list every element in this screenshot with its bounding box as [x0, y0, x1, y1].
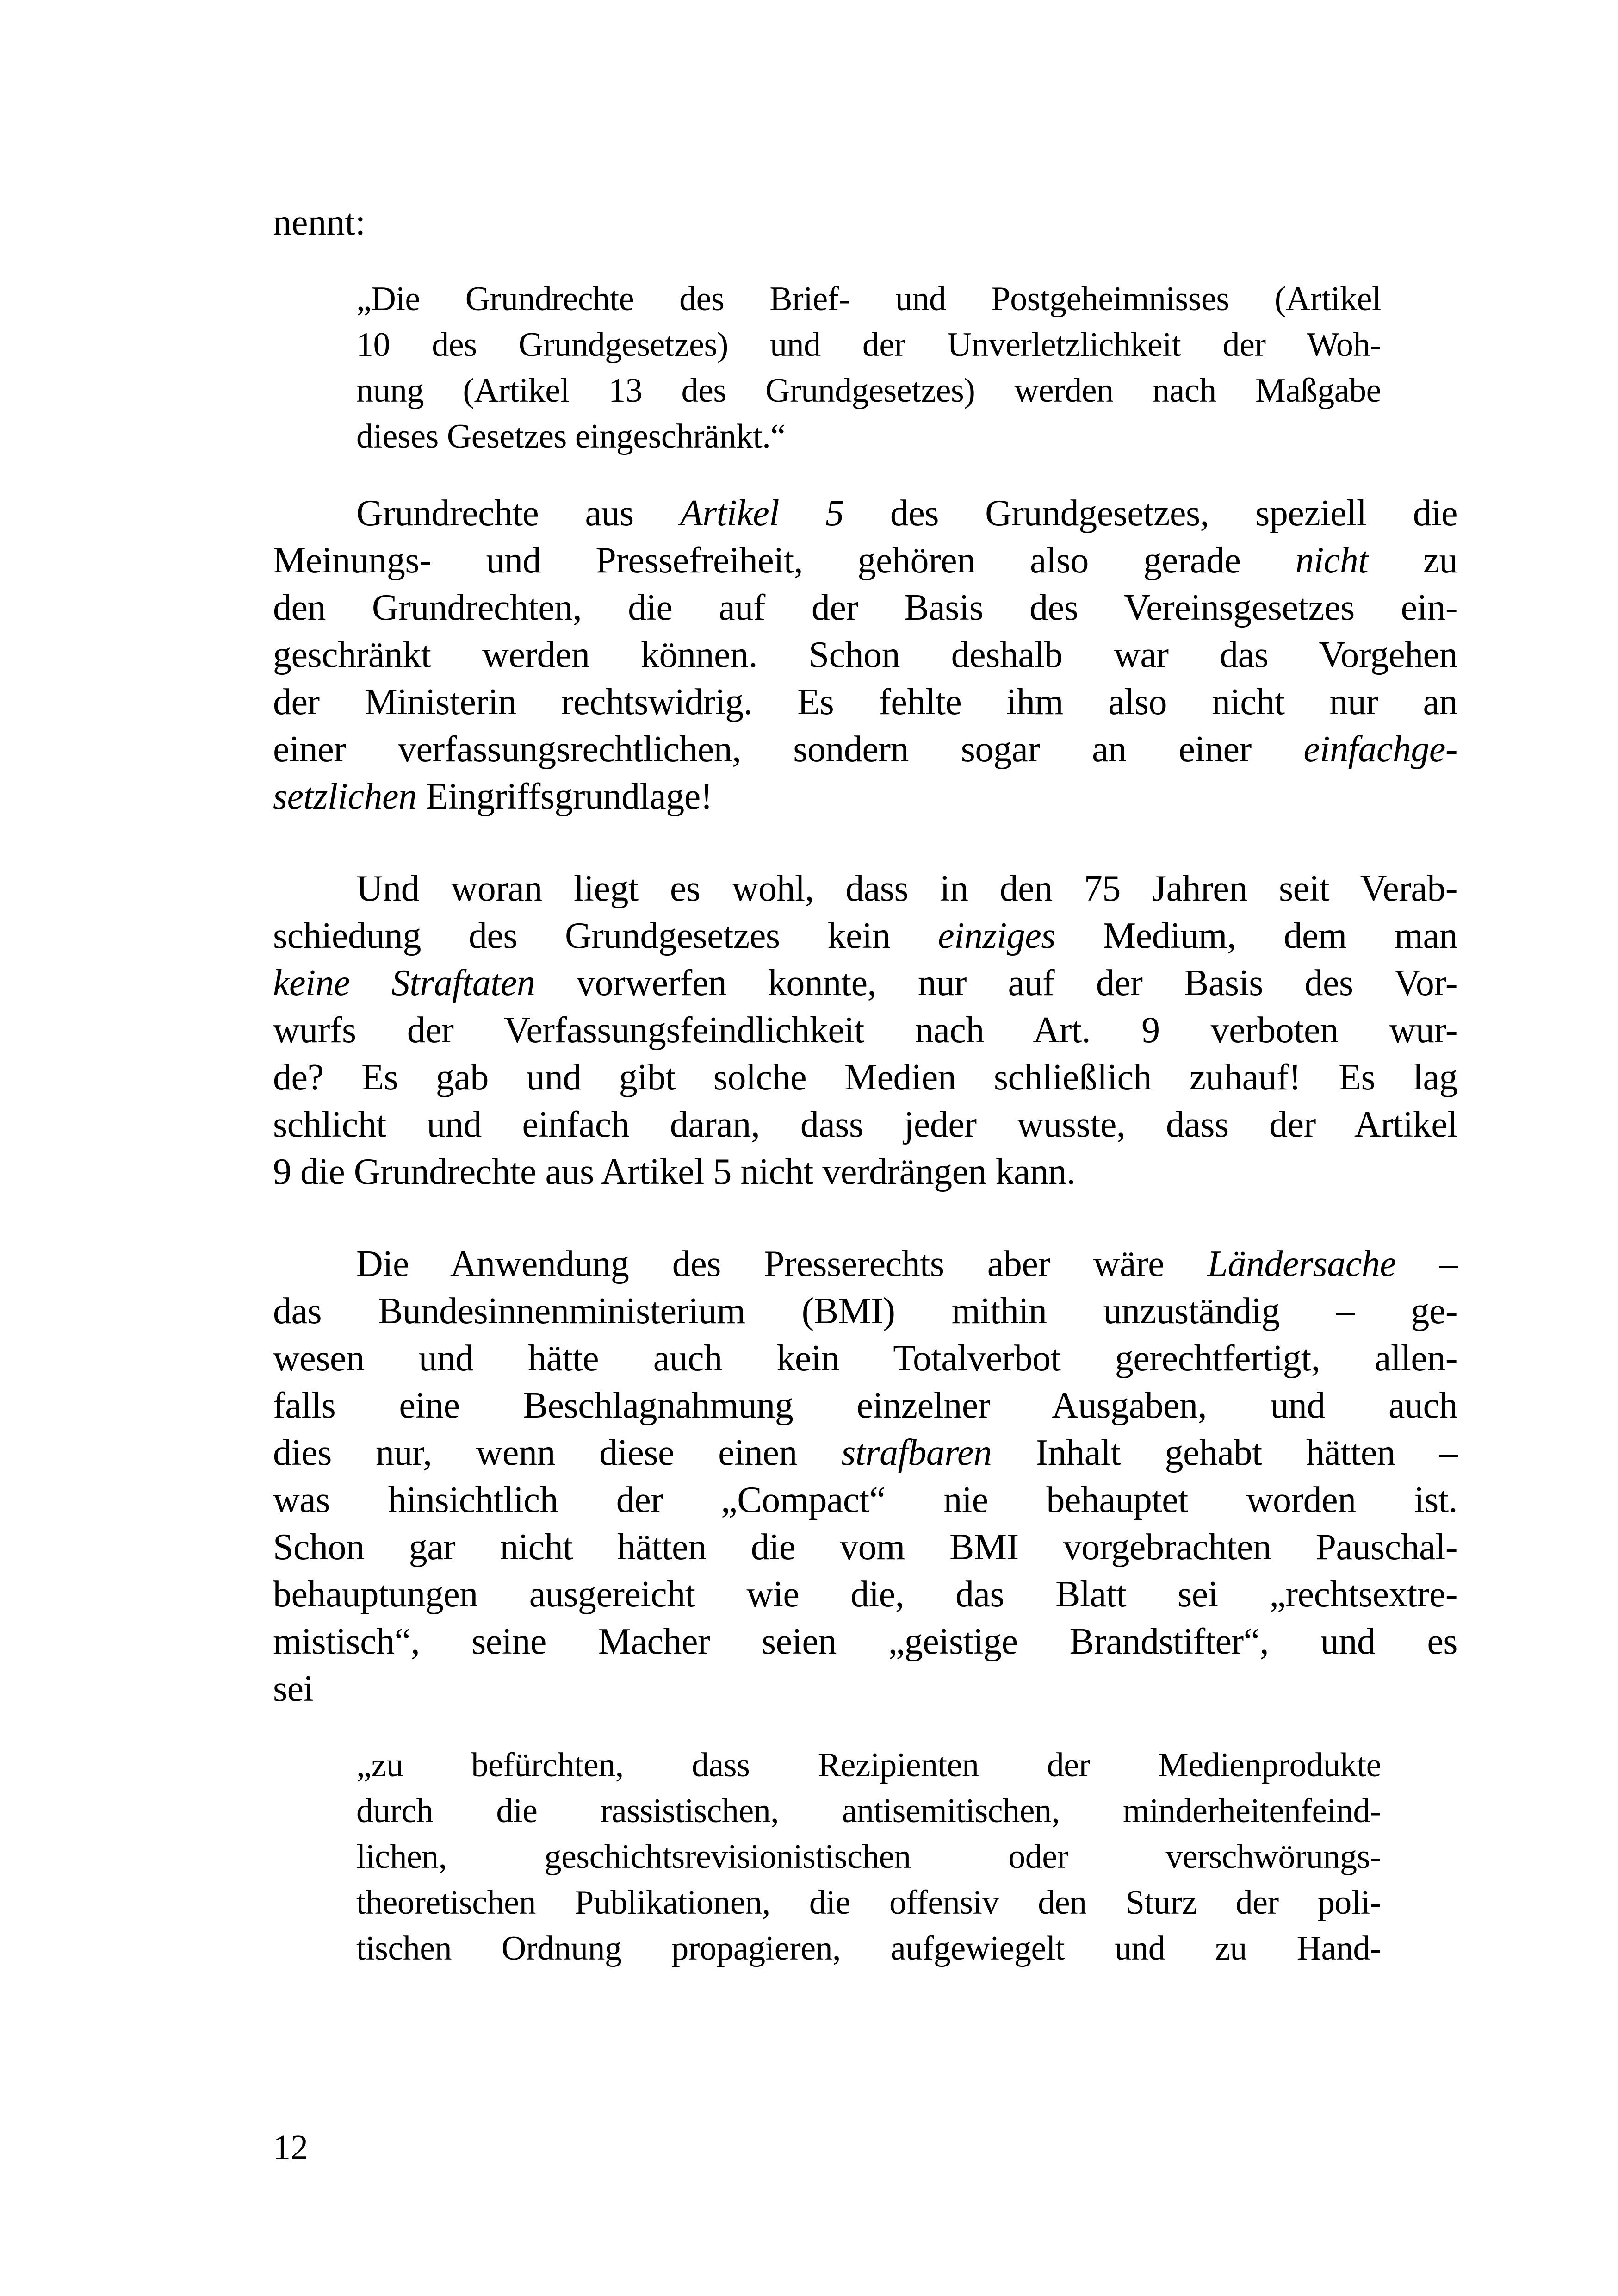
text-line: [273, 537, 1457, 584]
text-line: [273, 773, 1457, 820]
text-segment: Eingriffsgrundlage!: [416, 776, 713, 817]
text-segment: tischen Ordnung propagieren, aufgewiegelt und zu Hand-: [356, 1929, 1381, 1967]
page-number: 12: [273, 2128, 308, 2167]
text-segment: einer verfassungsrechtlichen, sondern sogar an einer: [273, 729, 1304, 770]
text-line: [273, 1665, 1457, 1712]
text-segment: den Grundrechten, die auf der Basis des Vereinsgesetzes ein-: [273, 587, 1457, 628]
text-line: [273, 1240, 1457, 1288]
text-line: [356, 276, 1381, 322]
text-segment: theoretischen Publikationen, die offensiv den Sturz der poli-: [356, 1884, 1381, 1922]
blockquote: [356, 276, 1381, 460]
text-segment: –: [1396, 1244, 1458, 1284]
text-line: [356, 1788, 1381, 1834]
text-line: [273, 1618, 1457, 1665]
text-segment: schlicht und einfach daran, dass jeder wusste, dass der Artikel: [273, 1104, 1457, 1145]
text-block: [273, 199, 1457, 1972]
text-line: [273, 678, 1457, 726]
text-segment: der Ministerin rechtswidrig. Es fehlte ihm also nicht nur an: [273, 682, 1457, 722]
text-line: [356, 1880, 1381, 1926]
text-segment: sei: [273, 1668, 314, 1709]
italic-text: strafbaren: [841, 1432, 992, 1473]
text-segment: dies nur, wenn diese einen: [273, 1432, 842, 1473]
text-line: [273, 1524, 1457, 1571]
text-line: [273, 865, 1457, 912]
text-segment: nennt:: [273, 202, 366, 243]
italic-text: setzlichen: [273, 776, 417, 817]
text-segment: falls eine Beschlagnahmung einzelner Ausgaben, und auch: [273, 1385, 1457, 1426]
text-segment: des Grundgesetzes, speziell die: [843, 493, 1457, 534]
text-segment: vorwerfen konnte, nur auf der Basis des Vor-: [535, 963, 1457, 1003]
text-segment: „zu befürchten, dass Rezipienten der Medienprodukte: [356, 1746, 1381, 1784]
paragraph: [273, 1240, 1457, 1712]
text-segment: 10 des Grundgesetzes) und der Unverletzlichkeit der Woh-: [356, 326, 1381, 364]
text-segment: mistisch“, seine Macher seien „geistige Brandstifter“, und es: [273, 1621, 1457, 1662]
text-segment: Inhalt gehabt hätten –: [992, 1432, 1458, 1473]
text-segment: nung (Artikel 13 des Grundgesetzes) werden nach Maßgabe: [356, 372, 1381, 410]
blockquote: [356, 1742, 1381, 1972]
text-line: [273, 1148, 1457, 1195]
italic-text: einfachge-: [1303, 729, 1457, 770]
italic-text: keine Straftaten: [273, 963, 535, 1003]
text-line: [273, 1288, 1457, 1335]
text-segment: „Die Grundrechte des Brief- und Postgeheimnisses (Artikel: [356, 280, 1381, 318]
text-line: [356, 322, 1381, 368]
text-line: [356, 1834, 1381, 1880]
text-line: [273, 199, 1457, 246]
text-segment: geschränkt werden können. Schon deshalb war das Vorgehen: [273, 635, 1457, 675]
text-segment: durch die rassistischen, antisemitischen, minderheitenfeind-: [356, 1792, 1381, 1830]
text-segment: das Bundesinnenministerium (BMI) mithin unzuständig – ge-: [273, 1291, 1457, 1332]
text-line: [356, 368, 1381, 414]
text-line: [273, 1335, 1457, 1382]
text-segment: Die Anwendung des Presserechts aber wäre: [356, 1244, 1208, 1284]
text-segment: 9 die Grundrechte aus Artikel 5 nicht verdrängen kann.: [273, 1151, 1076, 1192]
text-segment: wesen und hätte auch kein Totalverbot gerechtfertigt, allen-: [273, 1338, 1457, 1379]
text-segment: lichen, geschichtsrevisionistischen oder verschwörungs-: [356, 1838, 1381, 1876]
text-line: [273, 1429, 1457, 1476]
text-segment: wurfs der Verfassungsfeindlichkeit nach Art. 9 verboten wur-: [273, 1010, 1457, 1051]
italic-text: Ländersache: [1207, 1244, 1396, 1284]
italic-text: Artikel 5: [680, 493, 844, 534]
opening: [273, 199, 1457, 246]
paragraph: [273, 490, 1457, 820]
text-line: [273, 1382, 1457, 1429]
paragraph: [273, 865, 1457, 1195]
text-line: [356, 414, 1381, 460]
text-line: [273, 490, 1457, 537]
text-segment: Und woran liegt es wohl, dass in den 75 Jahren seit Verab-: [356, 868, 1457, 909]
text-line: [273, 1007, 1457, 1054]
text-line: [273, 726, 1457, 773]
text-segment: dieses Gesetzes eingeschränkt.“: [356, 417, 786, 455]
text-line: [273, 1476, 1457, 1524]
text-line: [273, 1571, 1457, 1618]
text-line: [273, 959, 1457, 1007]
text-line: [273, 584, 1457, 631]
text-line: [356, 1742, 1381, 1788]
italic-text: einziges: [938, 915, 1055, 956]
text-segment: Schon gar nicht hätten die vom BMI vorgebrachten Pauschal-: [273, 1527, 1457, 1568]
text-segment: Medium, dem man: [1055, 915, 1458, 956]
italic-text: nicht: [1295, 540, 1369, 581]
text-segment: schiedung des Grundgesetzes kein: [273, 915, 938, 956]
text-line: [356, 1926, 1381, 1972]
text-segment: was hinsichtlich der „Compact“ nie behauptet worden ist.: [273, 1480, 1457, 1520]
text-line: [273, 631, 1457, 678]
text-segment: Grundrechte aus: [356, 493, 680, 534]
text-line: [273, 912, 1457, 959]
text-segment: Meinungs- und Pressefreiheit, gehören also gerade: [273, 540, 1296, 581]
text-segment: behauptungen ausgereicht wie die, das Blatt sei „rechtsextre-: [273, 1574, 1457, 1615]
text-segment: zu: [1368, 540, 1457, 581]
text-segment: de? Es gab und gibt solche Medien schließlich zuhauf! Es lag: [273, 1057, 1457, 1098]
text-line: [273, 1054, 1457, 1101]
text-line: [273, 1101, 1457, 1148]
